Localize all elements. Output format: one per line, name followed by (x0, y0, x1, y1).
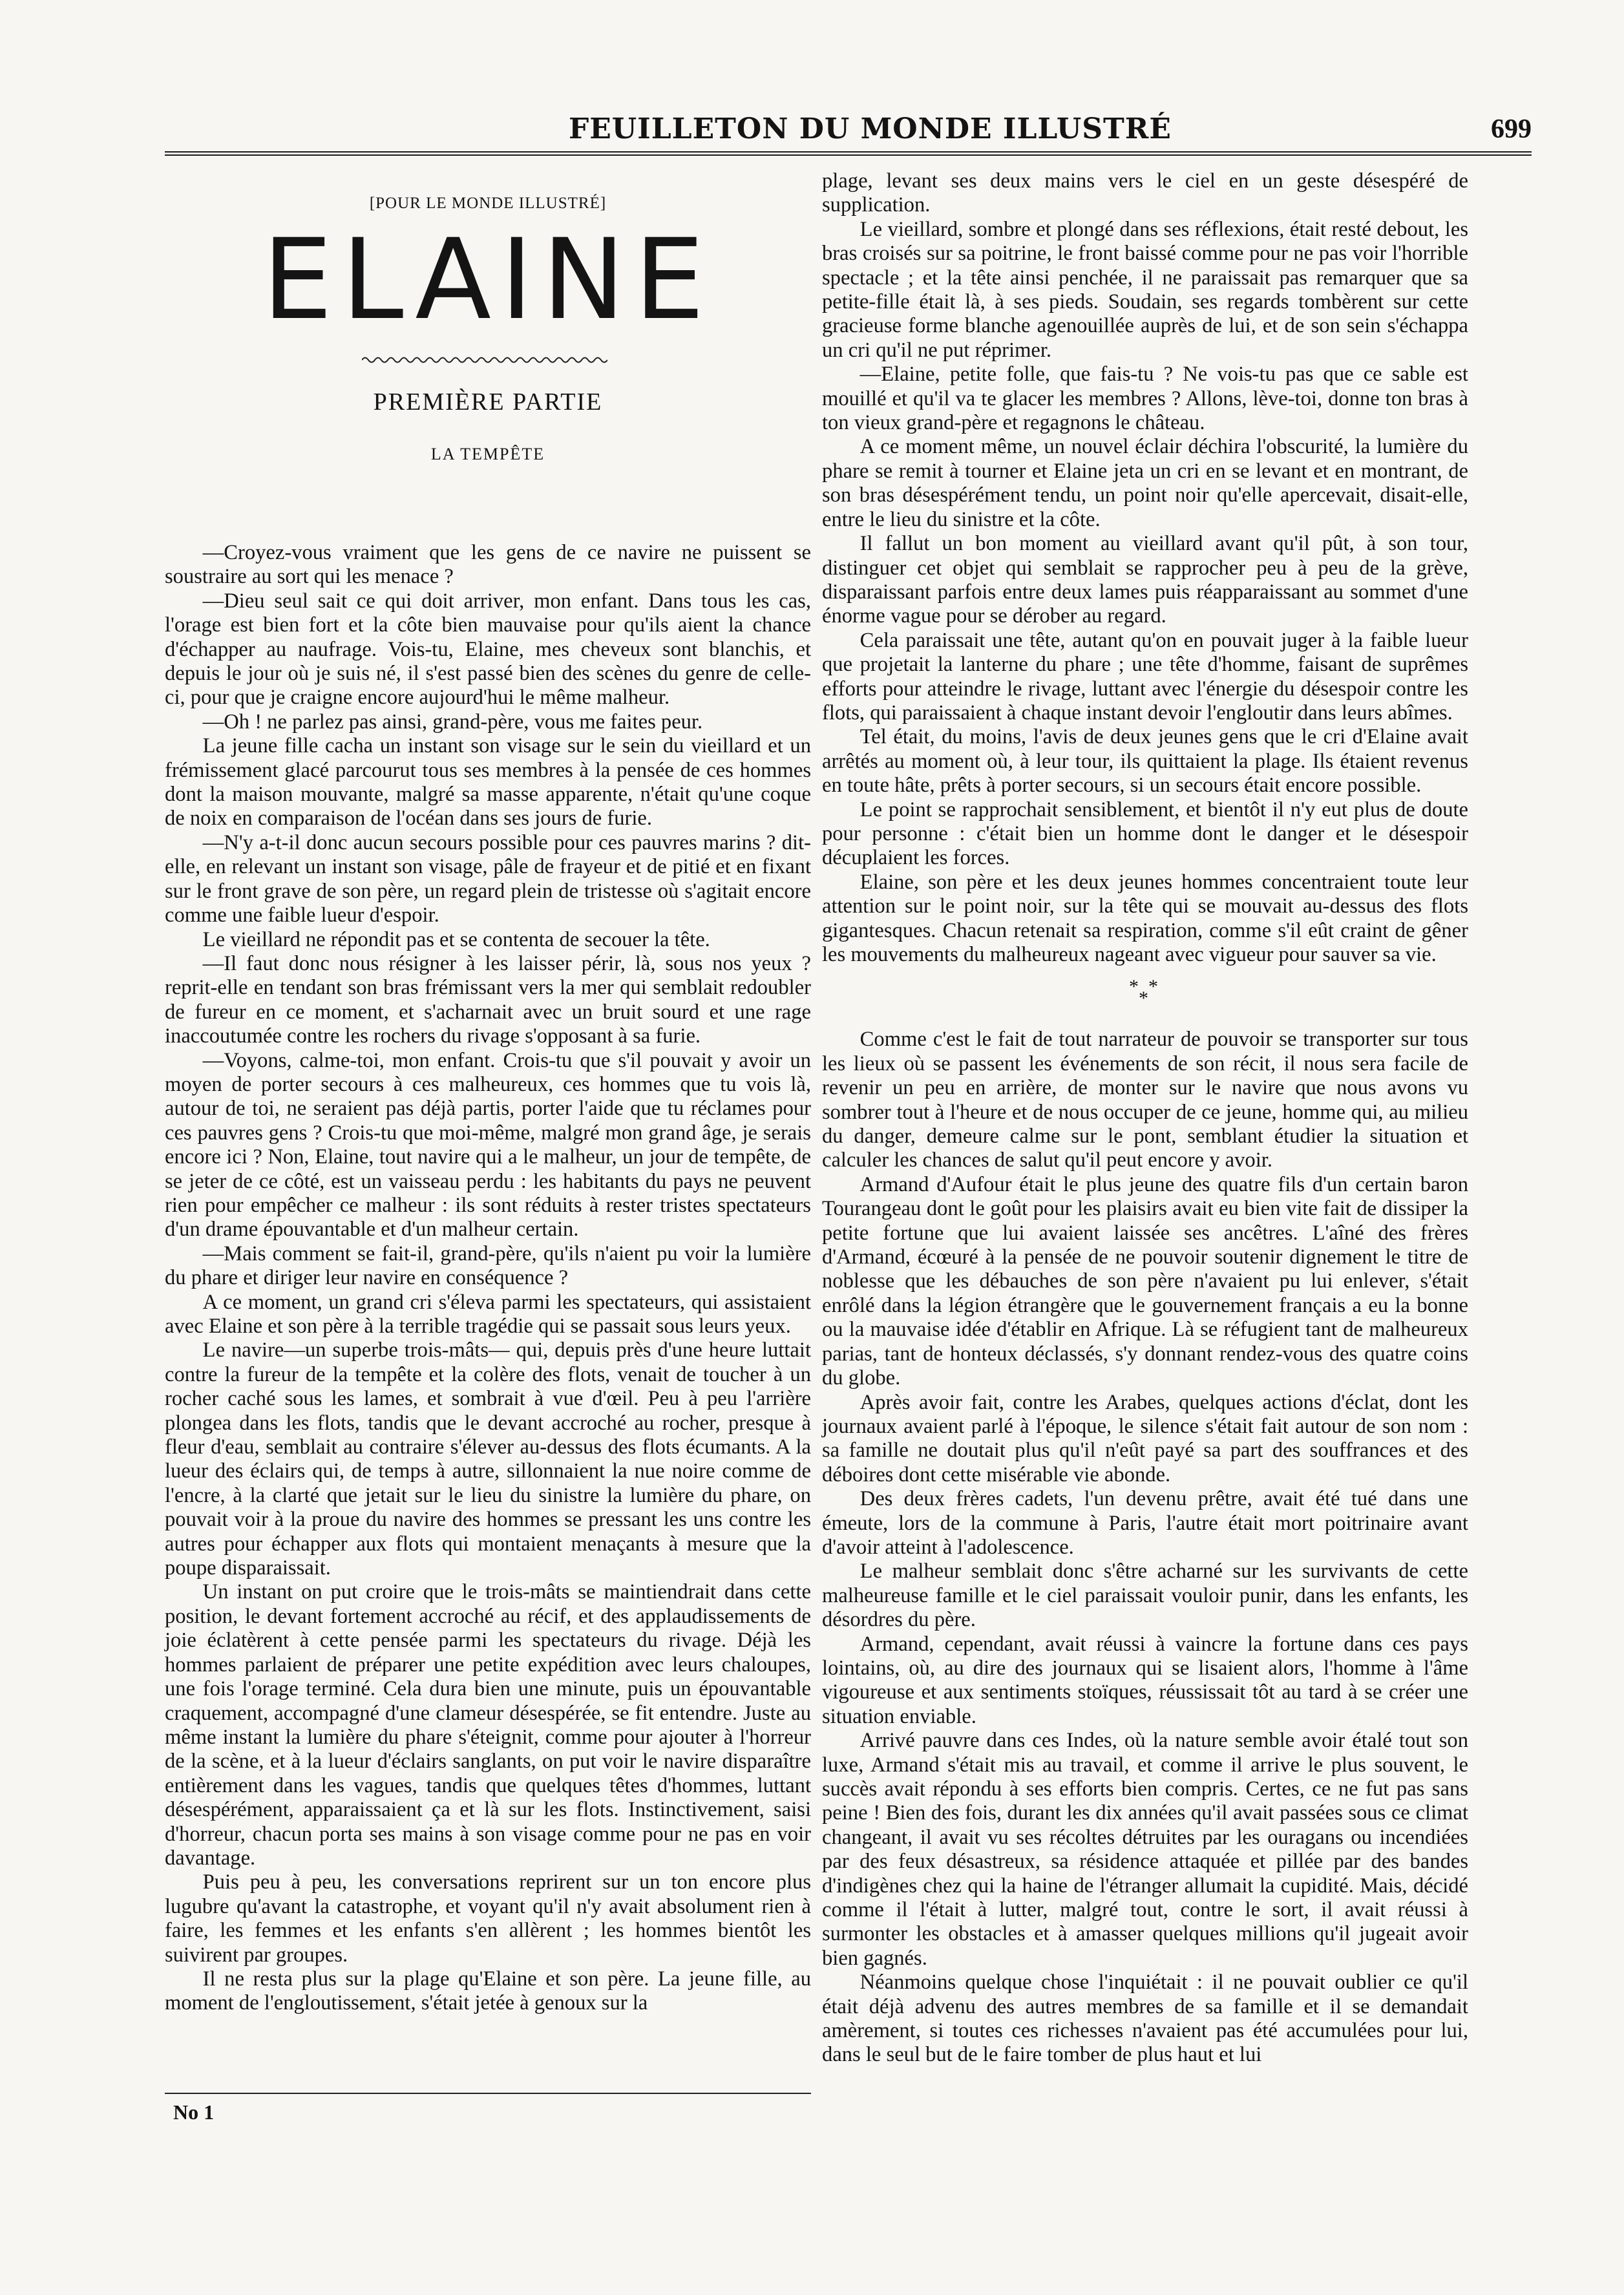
paragraph: A ce moment même, un nouvel éclair déchira l'obscurité, la lumière du phare se remit à tourner et Elaine jeta un cri en se levant et en montrant, de son bras désespérément tendu, un point noir qu'elle apercevait, disait-elle, entre le lieu du sinistre et la côte. (822, 435, 1468, 531)
page-number: 699 (1491, 114, 1532, 144)
paragraph: —Voyons, calme-toi, mon enfant. Crois-tu que s'il pouvait y avoir un moyen de porter secours à ces malheureux, ces hommes que tu vois là, autour de toi, ne seraient pas déjà partis, porter l'aide que tu réclames pour ces pauvres gens ? Crois-tu que moi-même, malgré mon grand âge, je serais encore ici ? Non, Elaine, tout navire qui a le malheur, un jour de tempête, de se jeter de ce côté, est un vaisseau perdu : les habitants du pays ne peuvent rien pour empêcher ce malheur : ils sont réduits à rester tristes spectateurs d'un drame épouvantable et d'un malheur certain. (165, 1048, 811, 1242)
title-block (165, 169, 811, 541)
section-asterism: * * * (1129, 976, 1158, 1010)
paragraph: Armand d'Aufour était le plus jeune des quatre fils d'un certain baron Tourangeau dont le goût pour les plaisirs avait eu bien vite fait de dissiper la petite fortune que lui avaient laissée ses ancêtres. L'aîné des frères d'Armand, écœuré à la pensée de ne pouvoir soutenir dignement le titre de noblesse que les débauches de son père n'avaient pu lui enlever, s'était enrôlé dans la légion étrangère que le gouvernement français a eu la bonne ou la mauvaise idée d'établir en Afrique. Là se réfugient tant de malheureux parias, tant de honteux déclassés, s'y donnant rendez-vous des quatre coins du globe. (822, 1172, 1468, 1390)
right-column-text-part2 (822, 1028, 1468, 2067)
paragraph: Cela paraissait une tête, autant qu'on en pouvait juger à la faible lueur que projetait la lanterne du phare ; une tête d'homme, faisant de suprêmes efforts pour atteindre le rivage, luttant avec l'énergie du désespoir contre les flots, qui paraissaient à chaque instant devoir l'engloutir dans leurs abîmes. (822, 628, 1468, 724)
paragraph: Le navire—un superbe trois-mâts— qui, depuis près d'une heure luttait contre la fureur de la tempête et la colère des flots, venait de toucher à un rocher caché sous les lames, et sombrait à vue d'œil. Peu à peu l'arrière plongea dans les flots, tandis que le devant accroché au rocher, presque à fleur d'eau, semblait au contraire s'élever au-dessus des flots écumants. A la lueur des éclairs qui, de temps à autre, sillonnaient la nue noire comme de l'encre, à la clarté que jetait sur le lieu du sinistre la lumière du phare, on pouvait voir à la proue du navire des hommes se pressant les uns contre les autres pour échapper aux flots qui montaient menaçants à mesure que la poupe disparaissait. (165, 1338, 811, 1580)
right-column-text-part1 (822, 169, 1468, 967)
publication-note: [POUR LE MONDE ILLUSTRÉ] (369, 195, 607, 212)
footer-rule (165, 2093, 811, 2094)
paragraph: Armand, cependant, avait réussi à vaincre la fortune dans ces pays lointains, où, au dire des journaux qui se lisaient alors, l'homme à l'âme vigoureuse et aux sentiments stoïques, réussissait tôt au tard à se créer une situation enviable. (822, 1632, 1468, 1728)
signature-mark: No 1 (173, 2100, 215, 2124)
paragraph: La jeune fille cacha un instant son visage sur le sein du vieillard et un frémissement glacé parcourut tous ses membres à la pensée de ces hommes dont la maison mouvante, malgré sa masse apparente, n'était qu'une coque de noix en comparaison de l'océan dans ses jours de furie. (165, 734, 811, 830)
running-title: FEUILLETON DU MONDE ILLUSTRÉ (569, 112, 1172, 145)
paragraph: Le malheur semblait donc s'être acharné sur les survivants de cette malheureuse famille et le ciel paraissait vouloir punir, dans les enfants, les désordres du père. (822, 1560, 1468, 1632)
paragraph: Comme c'est le fait de tout narrateur de pouvoir se transporter sur tous les lieux où se passent les événements de son récit, il nous sera facile de revenir un peu en arrière, de monter sur le navire que nous avons vu sombrer tout à l'heure et de nous occuper de ce jeune, homme qui, au milieu du danger, demeure calme sur le pont, semblant étudier la situation et calculer les chances de salut qu'il peut encore y avoir. (822, 1028, 1468, 1172)
left-column-text (165, 541, 811, 2016)
left-column (165, 169, 811, 2016)
paragraph: Puis peu à peu, les conversations reprirent sur un ton encore plus lugubre qu'avant la catastrophe, et voyant qu'il n'y avait absolument rien à faire, les femmes et les enfants s'en allèrent ; les hommes bientôt les suivirent par groupes. (165, 1870, 811, 1967)
paragraph: —Croyez-vous vraiment que les gens de ce navire ne puissent se soustraire au sort qui les menace ? (165, 541, 811, 589)
header-rule (165, 151, 1532, 156)
paragraph: —Il faut donc nous résigner à les laisser périr, là, sous nos yeux ? reprit-elle en tendant son bras frémissant vers la mer qui semblait redoubler de fureur en ce moment, et s'acharnait avec un bruit sourd et une rage inaccoutumée contre les rochers du rivage s'opposant à sa furie. (165, 951, 811, 1048)
paragraph: —N'y a-t-il donc aucun secours possible pour ces pauvres marins ? dit-elle, en relevant un instant son visage, pâle de frayeur et de pitié et en fixant sur le front grave de son père, un regard plein de tristesse où s'agitait encore comme une faible lueur d'espoir. (165, 830, 811, 927)
paragraph: Elaine, son père et les deux jeunes hommes concentraient toute leur attention sur le point noir, sur la tête qui se mouvait au-dessus des flots gigantesques. Chacun retenait sa respiration, comme s'il eût craint de gêner les mouvements du malheureux nageant avec vigueur pour sauver sa vie. (822, 870, 1468, 966)
paragraph: Le point se rapprochait sensiblement, et bientôt il n'y eut plus de doute pour personne : c'était bien un homme dont le danger et le désespoir décuplaient les forces. (822, 798, 1468, 870)
paragraph: —Dieu seul sait ce qui doit arriver, mon enfant. Dans tous les cas, l'orage est bien fort et la côte bien mauvaise pour qu'ils aient la chance d'échapper au naufrage. Vois-tu, Elaine, mes cheveux sont blanchis, et depuis le jour où je suis né, il s'est passé bien des scènes du genre de celle-ci, pour que je craigne encore aujourd'hui le même malheur. (165, 589, 811, 710)
paragraph: Tel était, du moins, l'avis de deux jeunes gens que le cri d'Elaine avait arrêtés au moment où, à leur tour, ils quittaient la plage. Ils étaient revenus en toute hâte, prêts à porter secours, si un secours était encore possible. (822, 725, 1468, 798)
paragraph: —Elaine, petite folle, que fais-tu ? Ne vois-tu pas que ce sable est mouillé et qu'il va te glacer les membres ? Allons, lève-toi, donne ton bras à ton vieux grand-père et regagnons le château. (822, 363, 1468, 435)
paragraph: Néanmoins quelque chose l'inquiétait : il ne pouvait oublier ce qu'il était déjà advenu des autres membres de sa famille et il se demandait amèrement, si toutes ces richesses n'avaient pas été accumulées pour lui, dans le seul but de le faire tomber de plus haut et lui (822, 1971, 1468, 2067)
wavy-ornament (362, 355, 607, 365)
paragraph: Le vieillard, sombre et plongé dans ses réflexions, était resté debout, les bras croisés sur sa poitrine, le front baissé comme pour ne pas voir l'horrible spectacle ; et la tête ainsi penchée, il ne paraissait pas remarquer que sa petite-fille était là, à ses pieds. Soudain, ses regards tombèrent sur cette gracieuse forme blanche agenouillée auprès de lui, et de son sein s'échappa un cri qu'il ne put réprimer. (822, 217, 1468, 362)
right-column (822, 169, 1468, 2068)
paragraph: —Oh ! ne parlez pas ainsi, grand-père, vous me faites peur. (202, 710, 703, 734)
paragraph: plage, levant ses deux mains vers le ciel en un geste désespéré de supplication. (822, 169, 1468, 217)
paragraph: Des deux frères cadets, l'un devenu prêtre, avait été tué dans une émeute, lors de la commune à Paris, l'autre était mort poitrinaire avant d'avoir atteint à l'adolescence. (822, 1487, 1468, 1559)
paragraph: Après avoir fait, contre les Arabes, quelques actions d'éclat, dont les journaux avaient parlé à l'époque, le silence s'était fait autour de son nom : sa famille ne doutait plus qu'il n'eût payé sa part des souffrances et des déboires dont cette misérable vie abonde. (822, 1390, 1468, 1486)
paragraph: Un instant on put croire que le trois-mâts se maintiendrait dans cette position, le devant fortement accroché au récif, et des applaudissements de joie éclatèrent à cette pensée parmi les spectateurs du rivage. Déjà les hommes parlaient de préparer une petite expédition avec leurs chaloupes, une fois l'orage terminé. Cela dura bien une minute, puis un épouvantable craquement, accompagné d'une clameur désespérée, se fit entendre. Juste au même instant la lumière du phare s'éteignit, comme pour ajouter à l'horreur de la scène, et à la lueur d'éclairs sanglants, on put voir le navire disparaître entièrement dans les vagues, tandis que quelques têtes d'hommes, luttant désespérément, apparaissaient ça et là sur les flots. Instinctivement, saisi d'horreur, chacun porta ses mains à son visage comme pour ne pas en voir davantage. (165, 1580, 811, 1870)
part-heading: PREMIÈRE PARTIE (373, 388, 603, 416)
chapter-heading: LA TEMPÊTE (430, 445, 545, 463)
page-header (165, 109, 1532, 162)
paragraph: Il fallut un bon moment au vieillard avant qu'il pût, à son tour, distinguer cet objet qui semblait se rapprocher peu à peu de la grève, disparaissant parfois entre deux lames puis réapparaissant au sommet d'une énorme vague pour se dérober au regard. (822, 532, 1468, 628)
paragraph: Arrivé pauvre dans ces Indes, où la nature semble avoir étalé tout son luxe, Armand s'était mis au travail, et comme il arrive le plus souvent, le succès avait répondu à ses efforts bien compris. Certes, ce ne fut pas sans peine ! Bien des fois, durant les dix années qu'il avait passées sous ce climat changeant, il avait vu ses récoltes détruites par les ouragans ou incendiées par des feux désastreux, sa résidence attaquée et pillée par des bandes d'indigènes chez qui la haine de l'étranger allumait la cupidité. Mais, décidé comme il l'était à lutter, malgré tout, contre le sort, il avait réussi à surmonter les obstacles et à amasser quelques millions qu'il jugeait avoir bien gagnés. (822, 1729, 1468, 1970)
paragraph: A ce moment, un grand cri s'éleva parmi les spectateurs, qui assistaient avec Elaine et son père à la terrible tragédie qui se passait sous leurs yeux. (165, 1290, 811, 1338)
paragraph: —Mais comment se fait-il, grand-père, qu'ils n'aient pu voir la lumière du phare et diriger leur navire en conséquence ? (165, 1242, 811, 1290)
story-title: ELAINE (262, 215, 714, 344)
paragraph: Il ne resta plus sur la plage qu'Elaine et son père. La jeune fille, au moment de l'engloutissement, s'était jetée à genoux sur la (165, 1967, 811, 2015)
paragraph: Le vieillard ne répondit pas et se contenta de secouer la tête. (202, 927, 710, 951)
